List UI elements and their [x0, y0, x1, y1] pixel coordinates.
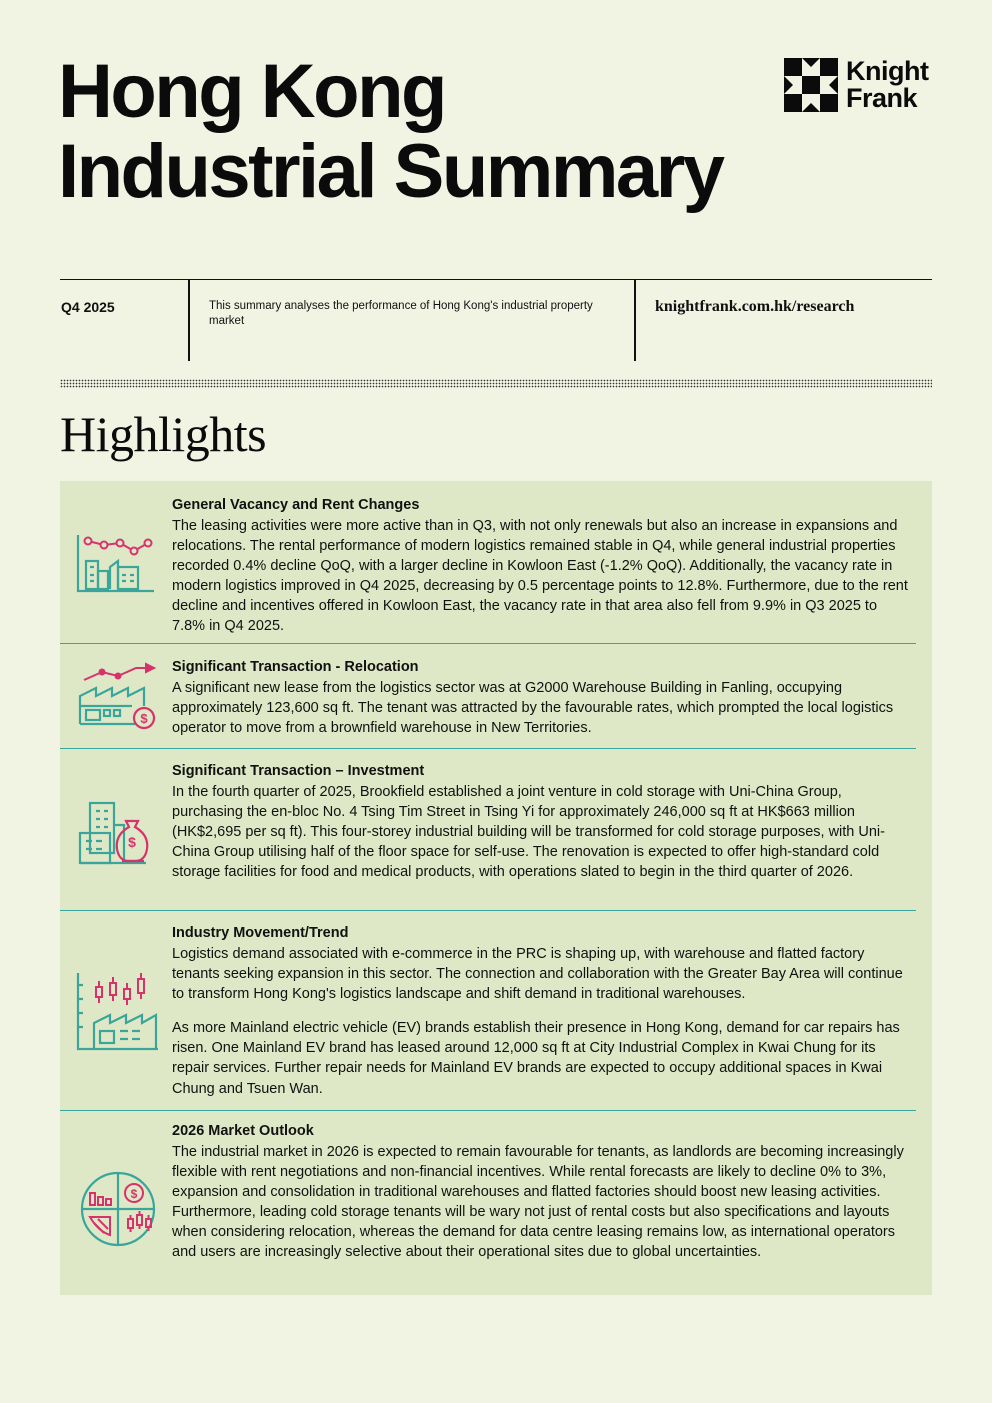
title-line-2: Industrial Summary: [58, 129, 723, 214]
candlestick-warehouse-icon: [76, 971, 160, 1053]
section-body: As more Mainland electric vehicle (EV) brands establish their presence in Hong Kong, demand for car repairs has risen. One Mainland EV brand has leased around 12,000 sq ft at City Industrial Complex in Kwai Chung for its repair services. Further repair needs for Mainland EV brands are expected to occupy additional spaces in Kwai Chung and Tsuen Wan.: [172, 1020, 900, 1097]
quarter-label: Q4 2025: [61, 299, 115, 315]
highlight-section: [60, 644, 916, 749]
highlight-section: [60, 481, 916, 644]
logo-word-2: Frank: [846, 83, 918, 113]
section-title: Industry Movement/Trend: [172, 925, 349, 941]
svg-text:$: $: [128, 834, 136, 850]
page-title: [58, 49, 723, 214]
chart-buildings-icon: [76, 531, 156, 595]
market-outlook-icon: [76, 1169, 160, 1249]
svg-text:$: $: [130, 1187, 138, 1201]
svg-text:$: $: [140, 711, 148, 726]
divider: [188, 280, 190, 361]
section-body: The leasing activities were more active than in Q3, with not only renewals but also an increase in expansions and relocations. The rental performance of modern logistics remained stable in Q4, while general industrial properties recorded 0.4% decline QoQ, with a larger decline in Kowloon East (-1.2% QoQ). Additionally, the vacancy rate in modern logistics improved in Q4 2025, decreasing by 0.5 percentage points to 12.8%. Furthermore, due to the rent decline and incentives offered in Kowloon East, the vacancy rate in that area also fell from 9.9% in Q3 2025 to 7.8% in Q4 2025.: [172, 518, 908, 635]
summary-description: This summary analyses the performance of Hong Kong's industrial property market: [209, 300, 593, 327]
highlight-section: [60, 1111, 916, 1295]
factory-relocation-icon: [76, 660, 158, 732]
section-title: General Vacancy and Rent Changes: [172, 497, 420, 513]
research-url[interactable]: knightfrank.com.hk/research: [655, 298, 855, 315]
title-line-1: Hong Kong: [58, 49, 445, 134]
section-title: Significant Transaction – Investment: [172, 763, 425, 779]
building-investment-icon: [76, 799, 158, 871]
knight-frank-mark-icon: [784, 58, 838, 112]
section-title: 2026 Market Outlook: [172, 1123, 314, 1139]
meta-row: [60, 279, 932, 360]
highlights-panel: [60, 481, 932, 1295]
dotted-divider: [60, 379, 932, 388]
divider: [634, 280, 636, 361]
section-title: Significant Transaction - Relocation: [172, 659, 419, 675]
highlight-section: [60, 749, 916, 911]
highlights-heading: Highlights: [60, 406, 267, 462]
logo-word-1: Knight: [846, 56, 929, 86]
section-body: In the fourth quarter of 2025, Brookfield established a joint venture in cold storage with Uni-China Group, purchasing the en-bloc No. 4 Tsing Tim Street in Tsing Yi for approximately 246,000 sq ft at HK$663 million (HK$2,695 per sq ft). This four-storey industrial building will be transformed for cold storage purposes, with Uni-China Group utilising half of the floor space for self-use. The renovation is expected to offer high-standard cold storage facilities for food and medical products, with operations slated to begin in the third quarter of 2026.: [172, 784, 885, 881]
section-body: A significant new lease from the logistics sector was at G2000 Warehouse Building in Fanling, occupying approximately 123,600 sq ft. The tenant was attracted by the favourable rates, which prompted the local logistics operator to move from a brownfield warehouse in New Territories.: [172, 680, 894, 737]
section-body: Logistics demand associated with e-commerce in the PRC is shaping up, with warehouse and flatted factory tenants seeking expansion in this sector. The connection and collaboration with the Greater Bay Area will continue to transform Hong Kong's logistics landscape and shift demand in traditional warehouses.: [172, 946, 903, 1003]
section-body: The industrial market in 2026 is expected to remain favourable for tenants, as landlords are becoming increasingly flexible with rent negotiations and non-financial incentives. While rental forecasts are likely to decline 0% to 3%, expansion and consolidation in traditional warehouses and flatted factories should boost new leasing activities. Furthermore, leading cold storage tenants will be wary not just of rental costs but also specifications and layouts when considering relocation, whereas the demand for data centre leasing remains low, as international operators and users are increasingly selective about their operational sites due to global uncertainties.: [172, 1144, 904, 1261]
knight-frank-logo: [784, 58, 928, 112]
highlight-section: [60, 911, 916, 1111]
